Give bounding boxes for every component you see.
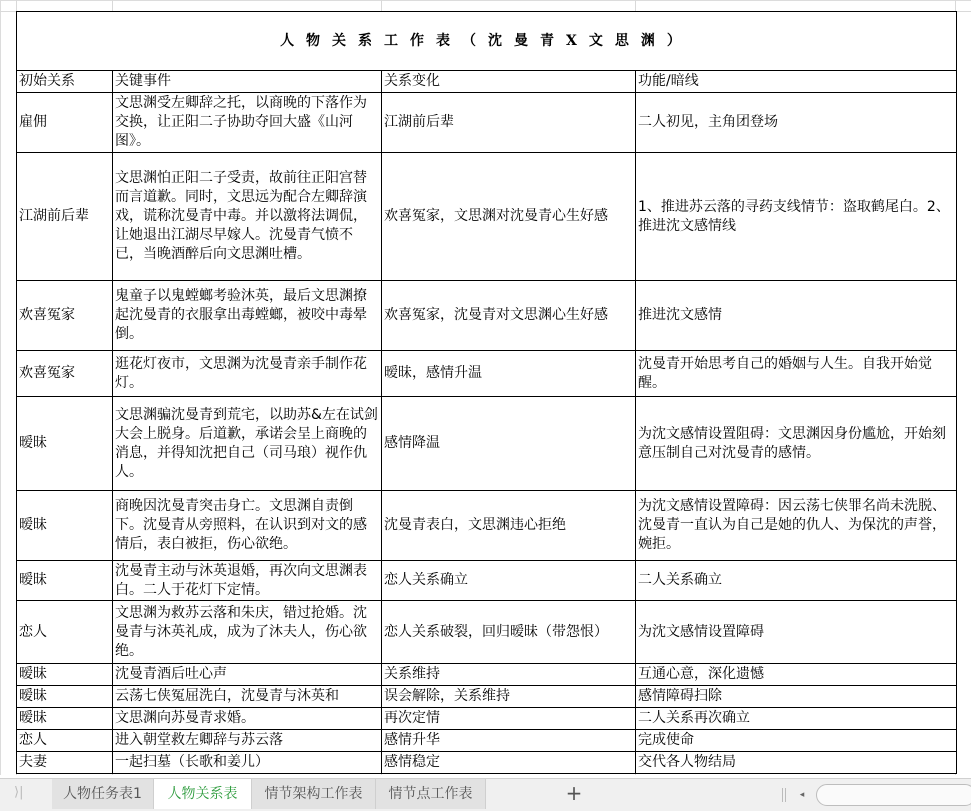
table-row <box>17 281 957 351</box>
relationship-table <box>16 11 957 774</box>
tab-character-relationship-sheet[interactable]: 人物关系表 <box>154 779 252 809</box>
cell-event[interactable]: 一起扫墓（长歌和姜儿） <box>113 752 382 774</box>
table-row <box>17 561 957 601</box>
cell-function[interactable]: 完成使命 <box>636 730 957 752</box>
cell-initial[interactable]: 暧昧 <box>17 708 113 730</box>
table-row <box>17 730 957 752</box>
cell-event[interactable]: 文思渊怕正阳二子受责，故前往正阳宫替而言道歉。同时，文思远为配合左卿辞演戏，谎称沈曼青中毒。并以激将法调侃，让她退出江湖尽早嫁人。沈曼青气愤不已，当晚酒醉后向文思渊吐槽。 <box>113 153 382 281</box>
cell-function[interactable]: 二人关系确立 <box>636 561 957 601</box>
cell-initial[interactable]: 欢喜冤家 <box>17 351 113 397</box>
tab-plot-point-sheet[interactable]: 情节点工作表 <box>376 779 486 809</box>
cell-function[interactable]: 为沈文感情设置障碍 <box>636 601 957 664</box>
table-row <box>17 153 957 281</box>
cell-event[interactable]: 文思渊骗沈曼青到荒宅，以助苏&左在试剑大会上脱身。后道歉，承诺会呈上商晚的消息，并得知沈把自己（司马琅）视作仇人。 <box>113 397 382 491</box>
cell-function[interactable]: 交代各人物结局 <box>636 752 957 774</box>
cell-function[interactable]: 为沈文感情设置障碍：因云荡七侠罪名尚未洗脱、沈曼青一直认为自己是她的仇人、为保沈的声誉，婉拒。 <box>636 491 957 561</box>
cell-event[interactable]: 文思渊为救苏云落和朱庆，错过抢婚。沈曼青与沐英礼成，成为了沐夫人，伤心欲绝。 <box>113 601 382 664</box>
table-row <box>17 351 957 397</box>
cell-initial[interactable]: 恋人 <box>17 601 113 664</box>
cell-change[interactable]: 感情降温 <box>382 397 636 491</box>
cell-initial[interactable]: 恋人 <box>17 730 113 752</box>
cell-function[interactable]: 感情障碍扫除 <box>636 686 957 708</box>
cell-change[interactable]: 感情稳定 <box>382 752 636 774</box>
table-row <box>17 664 957 686</box>
splitter-handle[interactable] <box>782 788 786 802</box>
table-row <box>17 397 957 491</box>
cell-initial[interactable]: 暧昧 <box>17 397 113 491</box>
cell-change[interactable]: 江湖前后辈 <box>382 93 636 153</box>
cell-initial[interactable]: 暧昧 <box>17 686 113 708</box>
table-row <box>17 93 957 153</box>
header-relationship-change[interactable]: 关系变化 <box>382 71 636 93</box>
cell-change[interactable]: 欢喜冤家，沈曼青对文思渊心生好感 <box>382 281 636 351</box>
cell-function[interactable]: 推进沈文感情 <box>636 281 957 351</box>
cell-initial[interactable]: 夫妻 <box>17 752 113 774</box>
cell-initial[interactable]: 暧昧 <box>17 491 113 561</box>
table-row <box>17 601 957 664</box>
cell-change[interactable]: 感情升华 <box>382 730 636 752</box>
cell-change[interactable]: 误会解除，关系维持 <box>382 686 636 708</box>
cell-initial[interactable]: 暧昧 <box>17 664 113 686</box>
tab-character-task-sheet[interactable]: 人物任务表1 <box>52 779 154 809</box>
cell-event[interactable]: 商晚因沈曼青突击身亡。文思渊自责倒下。沈曼青从旁照料，在认识到对文的感情后，表白被拒，伤心欲绝。 <box>113 491 382 561</box>
add-sheet-button[interactable]: + <box>565 781 583 805</box>
cell-function[interactable]: 沈曼青开始思考自己的婚姻与人生。自我开始觉醒。 <box>636 351 957 397</box>
horizontal-scrollbar[interactable] <box>816 784 971 806</box>
cell-event[interactable]: 沈曼青主动与沐英退婚，再次向文思渊表白。二人于花灯下定情。 <box>113 561 382 601</box>
sheet-tab-bar <box>0 778 971 811</box>
header-function[interactable]: 功能/暗线 <box>636 71 957 93</box>
header-key-event[interactable]: 关键事件 <box>113 71 382 93</box>
cell-change[interactable]: 关系维持 <box>382 664 636 686</box>
cell-event[interactable]: 云荡七侠冤屈洗白，沈曼青与沐英和 <box>113 686 382 708</box>
table-row <box>17 491 957 561</box>
table-row <box>17 752 957 774</box>
cell-change[interactable]: 恋人关系确立 <box>382 561 636 601</box>
cell-change[interactable]: 恋人关系破裂，回归暧昧（带怨恨） <box>382 601 636 664</box>
cell-initial[interactable]: 暧昧 <box>17 561 113 601</box>
cell-change[interactable]: 暧昧，感情升温 <box>382 351 636 397</box>
cell-event[interactable]: 进入朝堂救左卿辞与苏云落 <box>113 730 382 752</box>
cell-initial[interactable]: 雇佣 <box>17 93 113 153</box>
sheet-title[interactable]: 人物关系工作表（沈曼青X文思渊） <box>17 12 957 71</box>
tab-plot-structure-sheet[interactable]: 情节架构工作表 <box>252 779 376 809</box>
cell-event[interactable]: 鬼童子以鬼螳螂考验沐英，最后文思渊撩起沈曼青的衣服拿出毒螳螂，被咬中毒晕倒。 <box>113 281 382 351</box>
header-initial-relationship[interactable]: 初始关系 <box>17 71 113 93</box>
cell-change[interactable]: 再次定情 <box>382 708 636 730</box>
cell-function[interactable]: 互通心意，深化遗憾 <box>636 664 957 686</box>
cell-event[interactable]: 沈曼青酒后吐心声 <box>113 664 382 686</box>
table-row <box>17 708 957 730</box>
header-row <box>17 71 957 93</box>
cell-initial[interactable]: 江湖前后辈 <box>17 153 113 281</box>
cell-function[interactable]: 二人关系再次确立 <box>636 708 957 730</box>
cell-event[interactable]: 逛花灯夜市，文思渊为沈曼青亲手制作花灯。 <box>113 351 382 397</box>
cell-function[interactable]: 1、推进苏云落的寻药支线情节：盗取鹤尾白。2、推进沈文感情线 <box>636 153 957 281</box>
cell-change[interactable]: 欢喜冤家，文思渊对沈曼青心生好感 <box>382 153 636 281</box>
cell-function[interactable]: 为沈文感情设置阻碍：文思渊因身份尴尬，开始刻意压制自己对沈曼青的感情。 <box>636 397 957 491</box>
cell-initial[interactable]: 欢喜冤家 <box>17 281 113 351</box>
cell-event[interactable]: 文思渊向苏曼青求婚。 <box>113 708 382 730</box>
cell-change[interactable]: 沈曼青表白，文思渊违心拒绝 <box>382 491 636 561</box>
scroll-left-icon[interactable]: ◂ <box>799 790 805 800</box>
last-sheet-nav-icon[interactable]: ⟩| <box>14 785 24 800</box>
cell-function[interactable]: 二人初见，主角团登场 <box>636 93 957 153</box>
cell-event[interactable]: 文思渊受左卿辞之托，以商晚的下落作为交换，让正阳二子协助夺回大盛《山河图》。 <box>113 93 382 153</box>
table-row <box>17 686 957 708</box>
